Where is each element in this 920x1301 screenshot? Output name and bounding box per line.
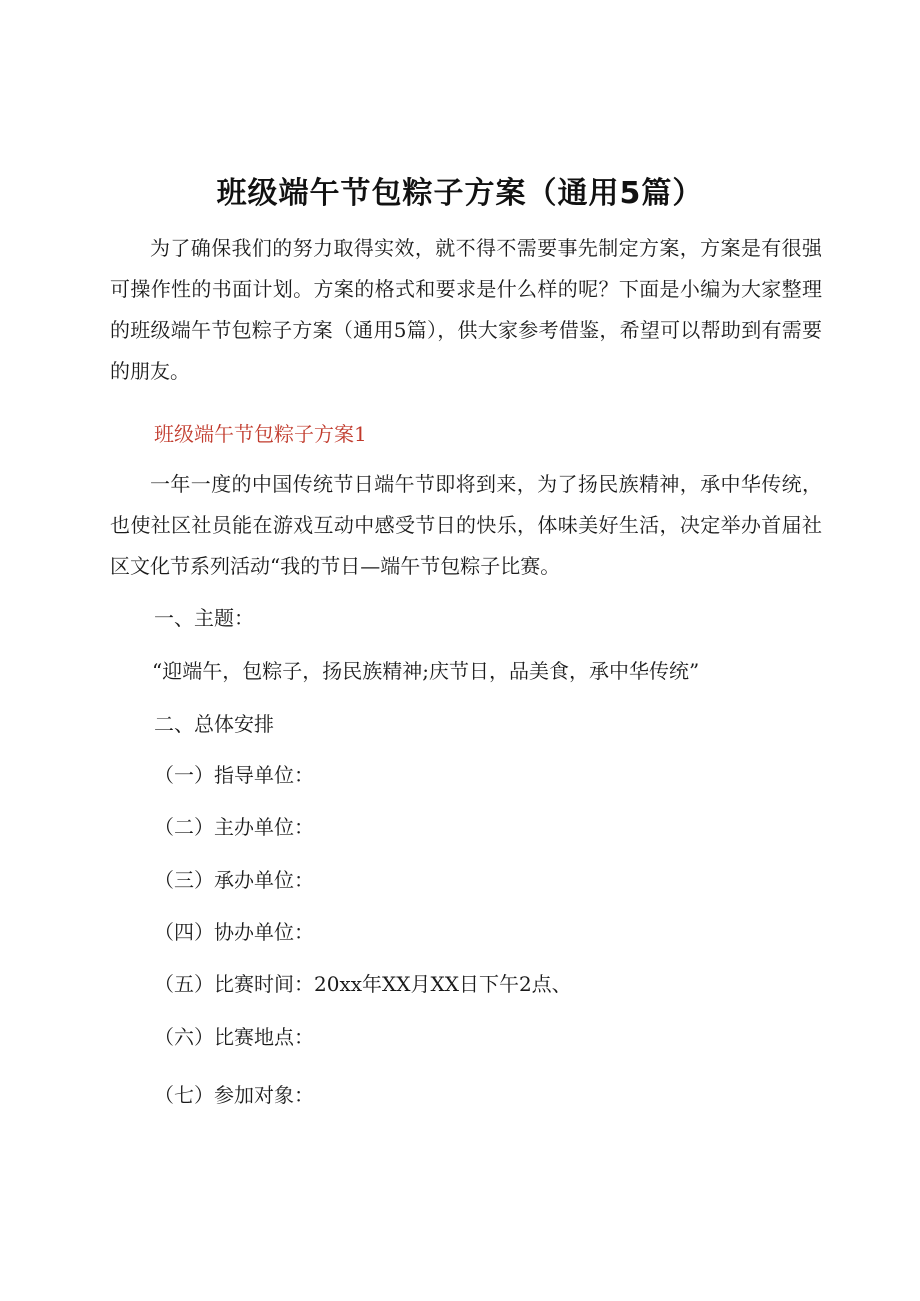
- list-item-theme-text: “迎端午，包粽子，扬民族精神;庆节日，品美食，承中华传统”: [152, 659, 700, 683]
- intro-paragraph: 为了确保我们的努力取得实效，就不得不需要事先制定方案，方案是有很强可操作性的书面计划。方案的格式和要求是什么样的呢？下面是小编为大家整理的班级端午节包粽子方案（通用5篇），供大家参考借鉴，希望可以帮助到有需要的朋友。: [110, 236, 822, 383]
- list-item-participants: （七）参加对象：: [154, 1083, 314, 1107]
- list-item-host-unit: （二）主办单位：: [154, 815, 314, 839]
- list-item-organizer-unit: （三）承办单位：: [154, 868, 314, 892]
- section-1-paragraph: 一年一度的中国传统节日端午节即将到来，为了扬民族精神，承中华传统，也使社区社员能在游戏互动中感受节日的快乐，体味美好生活，决定举办首届社区文化节系列活动“我的节日—端午节包粽子比赛。: [110, 472, 822, 578]
- list-item-competition-time: （五）比赛时间：20xx年XX月XX日下午2点、: [154, 972, 572, 996]
- section-heading-1: 班级端午节包粽子方案1: [154, 422, 367, 446]
- list-item-guiding-unit: （一）指导单位：: [154, 763, 314, 787]
- list-item-co-organizer-unit: （四）协办单位：: [154, 920, 314, 944]
- document-title: 班级端午节包粽子方案（通用5篇）: [216, 176, 704, 211]
- list-item-overall-arrangement: 二、总体安排: [154, 712, 274, 736]
- list-item-theme-label: 一、主题：: [154, 606, 254, 630]
- list-item-competition-venue: （六）比赛地点：: [154, 1025, 314, 1049]
